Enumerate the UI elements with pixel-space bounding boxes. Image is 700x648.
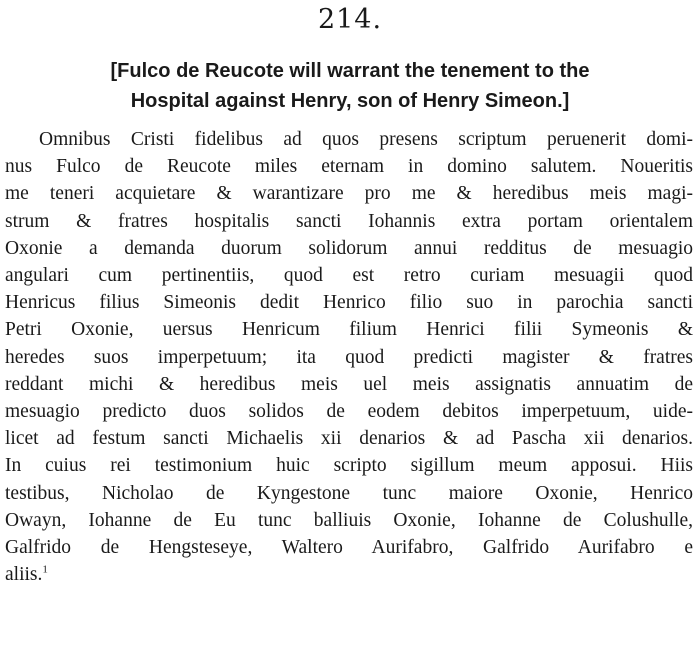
- text-line: aliis.: [5, 564, 43, 586]
- text-line: reddant michi & heredibus meis uel meis assignatis annuatim de: [5, 373, 693, 395]
- charter-text: [5, 126, 693, 588]
- text-line: Owayn, Iohanne de Eu tunc balliuis Oxonie, Iohanne de Colushulle,: [5, 509, 693, 531]
- text-line: heredes suos imperpetuum; ita quod predicti magister & fratres: [5, 346, 693, 368]
- text-line-final: [5, 561, 693, 588]
- text-line: testibus, Nicholao de Kyngestone tunc maiore Oxonie, Henrico: [5, 482, 693, 504]
- text-line: nus Fulco de Reucote miles eternam in domino salutem. Noueritis: [5, 156, 693, 178]
- footnote-marker: 1: [42, 563, 48, 576]
- text-line: Henricus filius Simeonis dedit Henrico filio suo in parochia sancti: [5, 292, 693, 314]
- text-line: me teneri acquietare & warantizare pro me & heredibus meis magi-: [5, 183, 693, 205]
- text-line: Petri Oxonie, uersus Henricum filium Henrici filii Symeonis &: [5, 319, 693, 341]
- text-line: Omnibus Cristi fidelibus ad quos presens scriptum peruenerit domi-: [39, 129, 693, 150]
- document-heading: [0, 56, 700, 116]
- text-line: In cuius rei testimonium huic scripto sigillum meum apposui. Hiis: [5, 455, 693, 477]
- heading-line: Hospital against Henry, son of Henry Simeon.]: [130, 90, 570, 112]
- page-number: 214.: [317, 4, 383, 35]
- text-line: angulari cum pertinentiis, quod est retro curiam mesuagii quod: [5, 265, 693, 287]
- text-line: mesuagio predicto duos solidos de eodem debitos imperpetuum, uide-: [5, 401, 693, 423]
- text-line: strum & fratres hospitalis sancti Iohannis extra portam orientalem: [5, 210, 693, 232]
- text-line: Galfrido de Hengsteseye, Waltero Aurifabro, Galfrido Aurifabro e: [5, 537, 693, 559]
- heading-line: [Fulco de Reucote will warrant the tenement to the: [110, 60, 590, 82]
- text-line: licet ad festum sancti Michaelis xii denarios & ad Pascha xii denarios.: [5, 428, 693, 450]
- text-line: Oxonie a demanda duorum solidorum annui redditus de mesuagio: [5, 237, 693, 259]
